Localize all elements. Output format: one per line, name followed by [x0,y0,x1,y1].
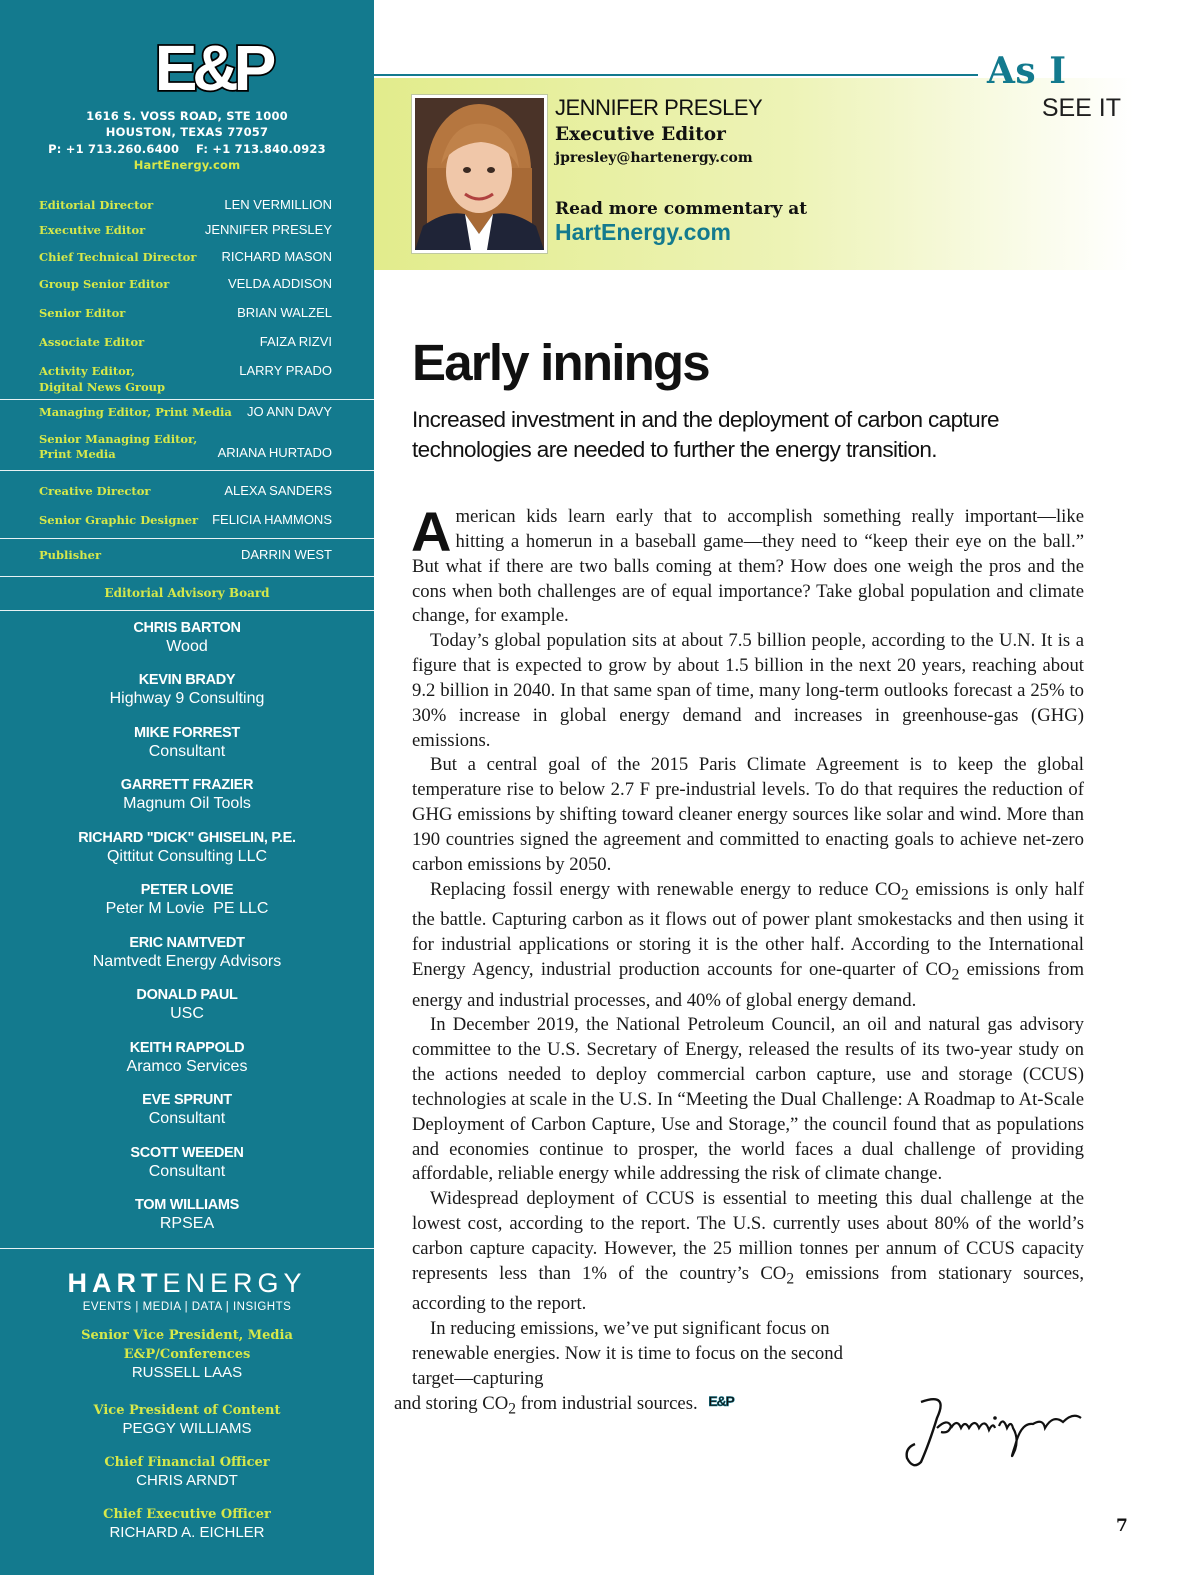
read-more-text: Read more commentary at [555,199,808,219]
board-member-name: MIKE FORREST [134,725,240,741]
paragraph [412,878,1084,1014]
board-member-org: Wood [166,638,208,655]
author-portrait-illustration [415,98,544,250]
board-member-name: TOM WILLIAMS [134,1197,240,1213]
board-member-name: DONALD PAUL [136,987,238,1003]
board-member-name: KEVIN BRADY [138,672,236,688]
board-member-name: RICHARD "DICK" GHISELIN, P.E. [78,830,296,846]
advisory-board-heading: Editorial Advisory Board [104,586,270,600]
divider [0,576,374,577]
staff-role-line-1: Activity Editor, [39,364,136,378]
author-portrait [412,95,547,253]
article-dek: Increased investment in and the deployment of carbon capture technologies are needed to further the energy transition. [412,407,999,462]
page-number: 7 [1116,1516,1128,1536]
executive-role-line-2: E&P/Conferences [123,1347,251,1362]
hart-energy-logo [0,1268,374,1299]
staff-role: Senior Graphic Designer [39,513,199,527]
column-header-rule [374,74,978,76]
staff-name: ALEXA SANDERS [224,483,332,498]
staff-role: Managing Editor, Print Media [39,405,232,419]
paragraph [412,1187,1084,1317]
staff-role: Editorial Director [39,198,154,212]
staff-role: Chief Technical Director [39,250,197,264]
staff-role: Senior Editor [39,306,126,320]
article-body [394,500,1085,1422]
subscript: 2 [508,1400,516,1418]
hart-logo-part-2: ENERGY [162,1268,307,1298]
staff-role: Group Senior Editor [39,277,170,291]
divider [0,470,374,471]
hart-energy-tagline: EVENTS | MEDIA | DATA | INSIGHTS [82,1301,292,1313]
staff-role: Creative Director [39,484,151,498]
column-label-subtitle: SEE IT [1041,94,1121,122]
board-member-org: Highway 9 Consulting [109,690,265,707]
board-member-org: Consultant [148,1110,226,1127]
column-label: As I [987,50,1067,92]
board-member-name: EVE SPRUNT [142,1092,232,1108]
board-member-org: RPSEA [159,1215,215,1232]
author-title: Executive Editor [555,124,726,145]
executive-name: CHRIS ARNDT [136,1472,238,1489]
board-member-name: GARRETT FRAZIER [120,777,254,793]
drop-cap: A [411,500,452,563]
board-member-name: PETER LOVIE [140,882,234,898]
paragraph: But a central goal of the 2015 Paris Climate Agreement is to keep the global temperature rise to below 2.7 F pre-industrial levels. To do that requires the reduction of GHG emissions by shifting toward cleaner energy sources like solar and wind. More than 190 countries signed the agreement and committed to enacting goals to achieve net-zero carbon emissions by 2050. [412,754,1084,875]
phone-line: P: +1 713.260.6400 F: +1 713.840.0923 [48,142,326,156]
executive-role-line-1: Senior Vice President, Media [81,1328,293,1343]
end-mark-text: E&P [708,1393,734,1408]
ep-logo-text: E&P [154,36,272,98]
paragraph-text: from industrial sources. [516,1392,698,1414]
staff-name: VELDA ADDISON [227,276,332,291]
author-email-link[interactable]: jpresley@hartenergy.com [555,150,753,166]
staff-role: Executive Editor [39,223,146,237]
board-member-org: Namtvedt Energy Advisors [92,953,282,970]
staff-name: LARRY PRADO [239,363,332,378]
masthead-sidebar [0,0,374,1575]
board-member-org: Qittitut Consulting LLC [106,848,268,865]
staff-name: FELICIA HAMMONS [212,512,332,527]
divider [0,610,374,611]
author-name: JENNIFER PRESLEY [555,95,763,120]
address-line-2: HOUSTON, TEXAS 77057 [105,125,269,139]
executive-role: Chief Executive Officer [103,1507,271,1522]
subscript: 2 [951,966,960,984]
end-mark-logo [706,1394,736,1408]
divider [0,399,374,400]
board-member-name: CHRIS BARTON [133,620,241,636]
board-member-org: Magnum Oil Tools [123,795,251,812]
board-member-org: Peter M Lovie PE LLC [105,900,269,917]
staff-name: JENNIFER PRESLEY [204,222,332,237]
paragraph-text: and storing CO [394,1392,509,1414]
board-member-name: KEITH RAPPOLD [129,1040,245,1056]
executive-role: Vice President of Content [93,1403,281,1418]
board-member-org: Aramco Services [126,1058,248,1075]
masthead-website-link[interactable]: HartEnergy.com [133,158,241,172]
board-member-name: ERIC NAMTVEDT [129,935,245,951]
divider [0,538,374,539]
staff-name: LEN VERMILLION [224,197,332,212]
executive-role: Chief Financial Officer [104,1455,270,1470]
divider [0,1248,374,1249]
executive-name: RICHARD A. EICHLER [109,1524,265,1541]
author-signature [903,1388,1083,1470]
staff-name: RICHARD MASON [221,249,332,264]
staff-role: Publisher [39,548,101,562]
paragraph-text: In reducing emissions, we’ve put significant focus on renewable energies. Now it is time to focus on the second target—capturing [412,1318,843,1389]
board-member-org: USC [170,1005,204,1022]
staff-role-line-1: Senior Managing Editor, [39,432,198,446]
executive-name: PEGGY WILLIAMS [122,1420,252,1437]
paragraph-text: merican kids learn early that to accomplish something really important—like hitting a homerun in a baseball game—they need to “keep their eye on the ball.” But what if there are two balls coming at them? How does one weigh the pros and the cons when both challenges are of equal importance? Take global population and climate change, for example. [412,506,1084,627]
read-more-link[interactable]: HartEnergy.com [555,219,731,245]
staff-name: BRIAN WALZEL [237,305,332,320]
paragraph: In December 2019, the National Petroleum Council, an oil and natural gas advisory committee to the U.S. Secretary of Energy, released the results of its two-year study on the actions needed to deploy commercial carbon capture, use and storage (CCUS) technologies at scale in the U.S. In “Meeting the Dual Challenge: A Roadmap to At-Scale Deployment of Carbon Capture, Use and Storage,” the council found that as populations and economies continue to prosper, the world faces a dual challenge of providing affordable, reliable energy while addressing the risk of climate change. [412,1014,1084,1185]
board-member-name: SCOTT WEEDEN [130,1145,244,1161]
subscript: 2 [901,886,909,904]
staff-name: DARRIN WEST [241,547,332,562]
paragraph [411,500,1084,629]
staff-name: ARIANA HURTADO [217,445,332,460]
staff-name: FAIZA RIZVI [259,334,332,349]
staff-role-line-2: Digital News Group [39,380,166,394]
ep-logo [142,36,284,98]
board-member-org: Consultant [148,743,226,760]
paragraph-text: emissions from stationary sources, according to the report. [412,1262,1085,1315]
paragraph-text: emissions from energy and industrial processes, and 40% of global energy demand. [412,958,1085,1011]
staff-role: Associate Editor [39,335,145,349]
board-member-org: Consultant [148,1163,226,1180]
paragraph-text: emissions is only half the battle. Capturing carbon as it flows out of power plant smokestacks and then using it for industrial applications or storing it is the other half. According to the International Energy Agency, industrial production accounts for one-quarter of CO [412,878,1084,980]
address-line-1: 1616 S. VOSS ROAD, STE 1000 [86,109,288,123]
subscript: 2 [786,1270,795,1288]
paragraph-text: Widespread deployment of CCUS is essential to meeting this dual challenge at the lowest cost, according to the report. The U.S. currently uses about 80% of the world’s carbon capture capacity. However, the 25 million tonnes per annum of CCUS capacity represents less than 1% of the country’s CO [412,1188,1084,1284]
paragraph: Today’s global population sits at about 7.5 billion people, according to the U.N. It is a figure that is expected to grow by about 1.5 billion in the next 20 years, reaching about 9.2 billion in 2040. In that same span of time, many long-term outlooks forecast a 25% to 30% increase in global energy demand and increases in greenhouse-gas (GHG) emissions. [412,630,1084,751]
executive-name: RUSSELL LAAS [131,1364,243,1381]
article-headline: Early innings [412,334,709,391]
staff-role-line-2: Print Media [39,447,116,461]
staff-name: JO ANN DAVY [246,404,332,419]
paragraph-text: Replacing fossil energy with renewable energy to reduce CO [430,878,902,900]
paragraph [394,1317,888,1422]
hart-logo-part-1: HART [67,1268,163,1298]
